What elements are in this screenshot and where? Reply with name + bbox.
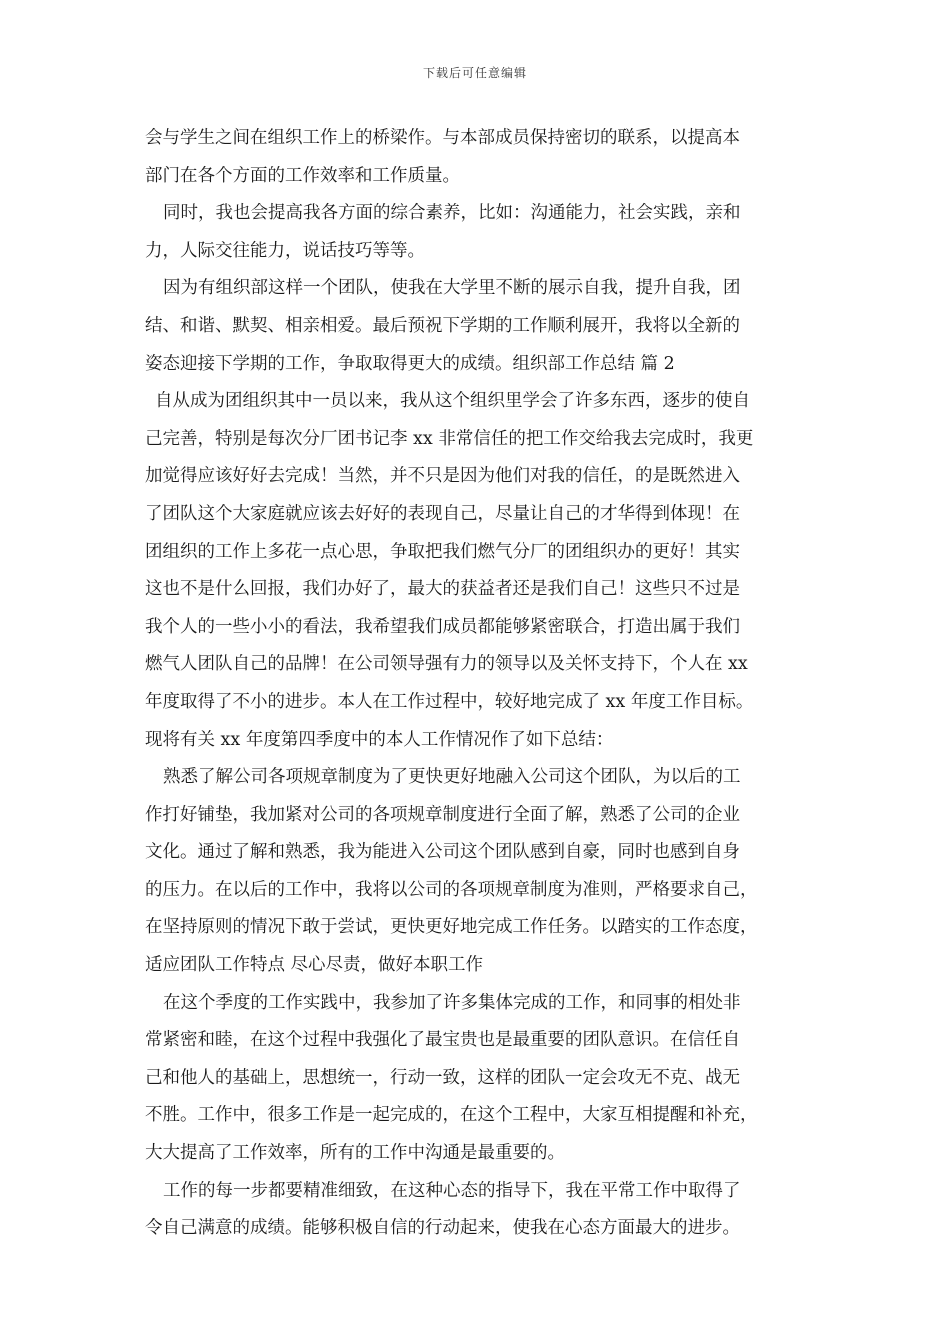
text-line: 因为有组织部这样一个团队，使我在大学里不断的展示自我，提升自我，团 <box>163 278 741 299</box>
text-line: 年度取得了不小的进步。本人在工作过程中，较好地完成了 xx 年度工作目标。 <box>145 691 754 712</box>
text-line: 团组织的工作上多花一点心思，争取把我们燃气分厂的团组织办的更好！其实 <box>145 541 740 562</box>
text-line: 姿态迎接下学期的工作，争取取得更大的成绩。组织部工作总结 篇 2 <box>145 353 675 374</box>
page-header: 下载后可任意编辑 <box>422 66 527 80</box>
text-line: 在坚持原则的情况下敢于尝试，更快更好地完成工作任务。以踏实的工作态度， <box>145 917 758 938</box>
text-line: 在这个季度的工作实践中，我参加了许多集体完成的工作，和同事的相处非 <box>163 992 741 1013</box>
text-line: 常紧密和睦，在这个过程中我强化了最宝贵也是最重要的团队意识。在信任自 <box>145 1030 740 1051</box>
text-line: 熟悉了解公司各项规章制度为了更快更好地融入公司这个团队，为以后的工 <box>163 767 741 788</box>
text-line: 作打好铺垫，我加紧对公司的各项规章制度进行全面了解，熟悉了公司的企业 <box>145 804 740 825</box>
text-line: 适应团队工作特点 尽心尽责，做好本职工作 <box>145 955 484 976</box>
text-line: 不胜。工作中，很多工作是一起完成的，在这个工程中，大家互相提醒和补充， <box>145 1105 758 1126</box>
text-line: 我个人的一些小小的看法，我希望我们成员都能够紧密联合，打造出属于我们 <box>145 616 740 637</box>
text-line: 现将有关 xx 年度第四季度中的本人工作情况作了如下总结： <box>145 729 614 750</box>
text-line: 了团队这个大家庭就应该去好好的表现自己，尽量让自己的才华得到体现！在 <box>145 503 740 524</box>
text-line: 己和他人的基础上，思想统一，行动一致，这样的团队一定会攻无不克、战无 <box>145 1067 740 1088</box>
text-line: 大大提高了工作效率，所有的工作中沟通是最重要的。 <box>145 1143 565 1164</box>
text-line: 结、和谐、默契、相亲相爱。最后预祝下学期的工作顺利展开，我将以全新的 <box>145 315 740 336</box>
text-line: 工作的每一步都要精准细致，在这种心态的指导下，我在平常工作中取得了 <box>163 1180 741 1201</box>
text-line: 同时，我也会提高我各方面的综合素养，比如：沟通能力，社会实践，亲和 <box>163 203 741 224</box>
document-body <box>145 120 825 1248</box>
text-line: 燃气人团队自己的品牌！在公司领导强有力的领导以及关怀支持下，个人在 xx <box>145 654 748 675</box>
text-line: 令自己满意的成绩。能够积极自信的行动起来，使我在心态方面最大的进步。 <box>145 1218 740 1239</box>
text-line: 的压力。在以后的工作中，我将以公司的各项规章制度为准则，严格要求自己， <box>145 879 758 900</box>
text-line: 会与学生之间在组织工作上的桥梁作。与本部成员保持密切的联系，以提高本 <box>145 128 740 148</box>
text-line: 自从成为团组织其中一员以来，我从这个组织里学会了许多东西，逐步的使自 <box>155 391 750 412</box>
text-line: 力，人际交往能力，说话技巧等等。 <box>145 240 425 261</box>
text-line: 部门在各个方面的工作效率和工作质量。 <box>145 165 460 186</box>
text-line: 加觉得应该好好去完成！当然，并不只是因为他们对我的信任，的是既然进入 <box>145 466 740 487</box>
text-line: 这也不是什么回报，我们办好了，最大的获益者还是我们自己！这些只不过是 <box>145 579 740 600</box>
text-line: 文化。通过了解和熟悉，我为能进入公司这个团队感到自豪，同时也感到自身 <box>145 842 740 863</box>
text-line: 己完善，特别是每次分厂团书记李 xx 非常信任的把工作交给我去完成时，我更 <box>145 428 754 449</box>
